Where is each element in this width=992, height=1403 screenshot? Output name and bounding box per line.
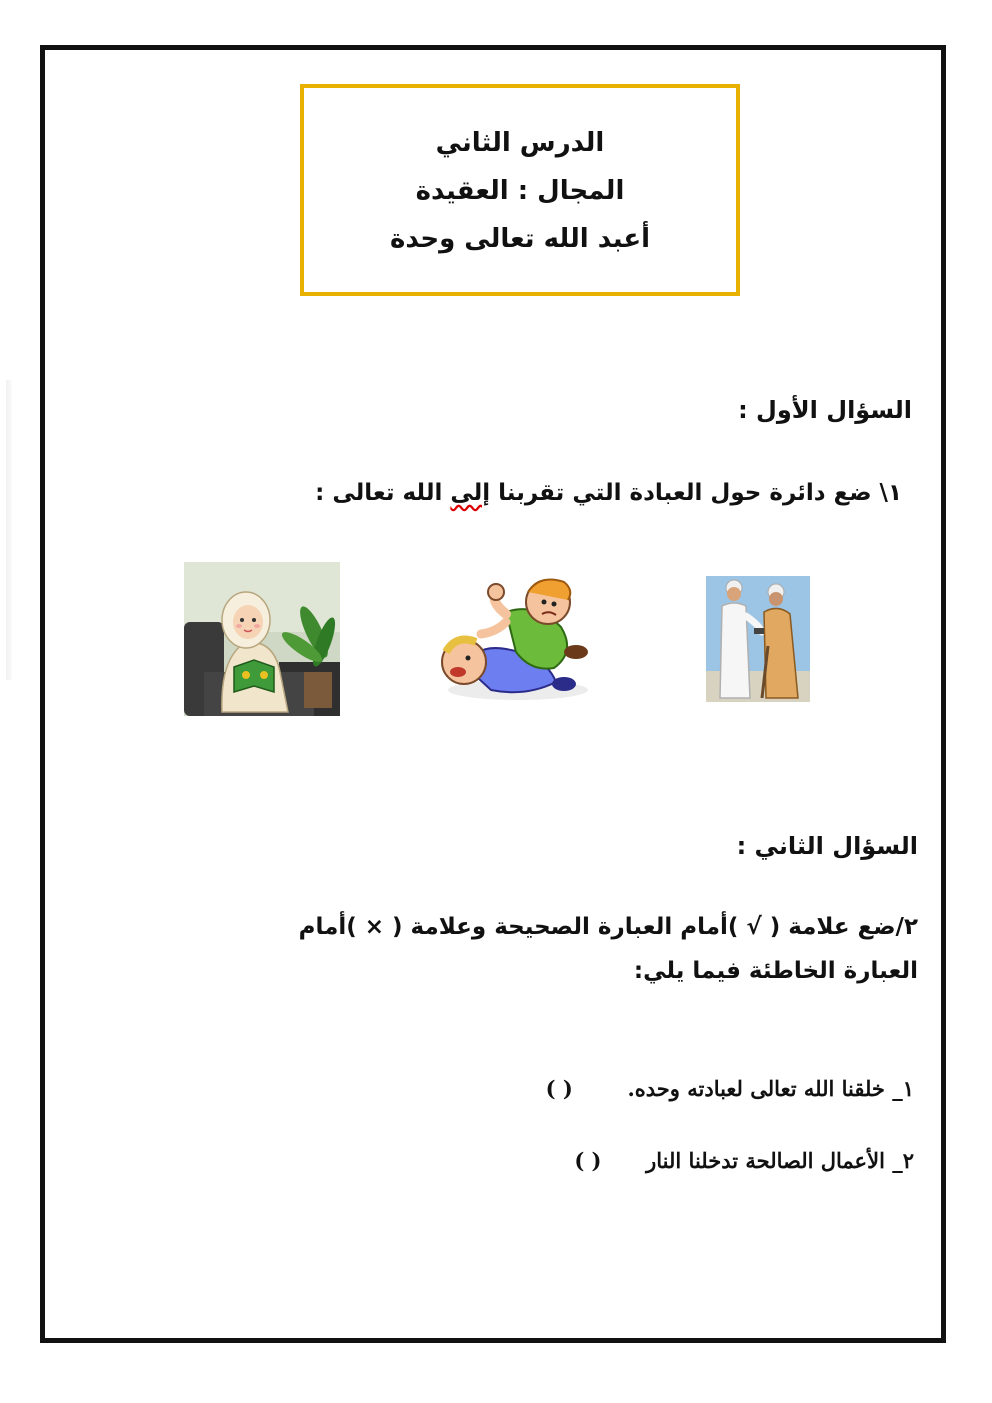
statement-1-text: ١_ خلقنا الله تعالى لعبادته وحده. — [627, 1076, 914, 1101]
question2-heading: السؤال الثاني : — [736, 832, 918, 860]
statement-2-text: ٢_ الأعمال الصالحة تدخلنا النار — [646, 1148, 914, 1173]
statement-1 — [546, 1076, 914, 1101]
man-helping-elder-icon[interactable] — [706, 576, 810, 702]
question1-instruction — [315, 480, 902, 506]
title-box — [300, 84, 740, 296]
question1-instruction-start: ١\ ضع دائرة حول العبادة التي تقربنا — [490, 480, 902, 506]
statement-2 — [574, 1148, 914, 1173]
statement-2-answer-box[interactable]: ( ) — [574, 1148, 602, 1173]
question2-instruction-line2: العبارة الخاطئة فيما يلي: — [633, 958, 918, 984]
question2-instruction-line1: ٢/ضع علامة ( √ )أمام العبارة الصحيحة وعلامة ( × )أمام — [298, 914, 918, 940]
question1-instruction-marked: إلى — [450, 480, 491, 506]
statement-1-answer-box[interactable]: ( ) — [545, 1076, 573, 1101]
topic-title: أعبد الله تعالى وحدة — [389, 224, 651, 254]
girl-reading-quran-icon[interactable] — [184, 562, 340, 716]
domain-title: المجال : العقيدة — [415, 176, 625, 206]
question1-heading: السؤال الأول : — [738, 396, 912, 424]
question1-instruction-end: الله تعالى : — [315, 480, 451, 506]
lesson-title: الدرس الثاني — [435, 128, 605, 158]
kids-fighting-icon[interactable] — [436, 572, 600, 704]
scan-edge — [6, 380, 12, 680]
